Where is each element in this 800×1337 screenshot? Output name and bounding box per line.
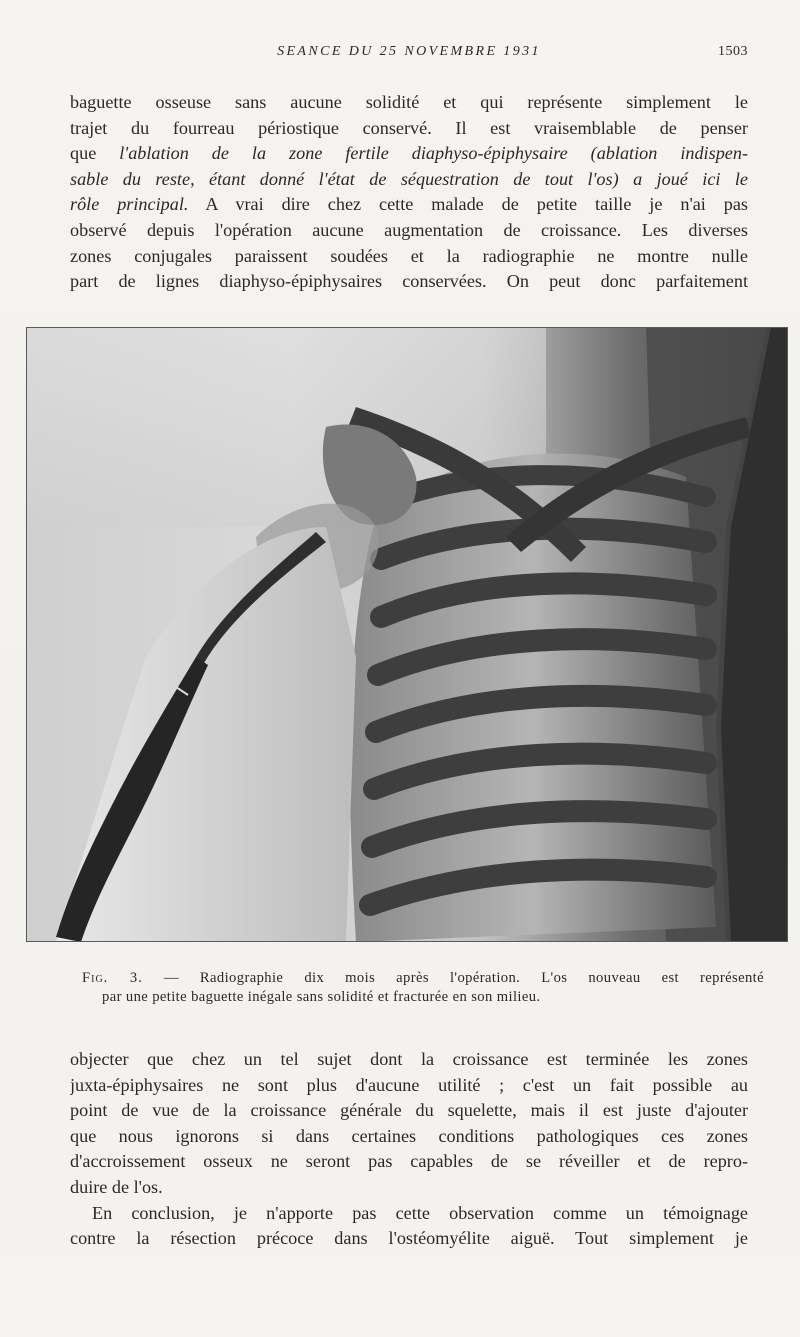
text-line: observé depuis l'opération aucune augmentation de croissance. Les diverses: [70, 219, 748, 240]
text-line: [70, 167, 748, 193]
text-line: [70, 141, 748, 167]
italic-run: sable du reste, étant donné l'état de séquestration de tout l'os) a joué ici le: [70, 168, 748, 189]
figure-caption: [82, 969, 764, 1007]
text-line: En conclusion, je n'apporte pas cette observation comme un témoignage: [92, 1202, 748, 1223]
bottom-paragraphs: [70, 1047, 748, 1252]
figure-label: Fig. 3.: [82, 970, 143, 986]
top-paragraph: [70, 90, 748, 295]
page-number: 1503: [718, 44, 748, 59]
caption-line: [82, 969, 764, 988]
text-line: que nous ignorons si dans certaines conditions pathologiques ces zones: [70, 1125, 748, 1146]
text-line: point de vue de la croissance générale du squelette, mais il est juste d'ajouter: [70, 1100, 748, 1121]
caption-text: — Radiographie dix mois après l'opération. L'os nouveau est représenté: [142, 970, 764, 986]
text-line: juxta-épiphysaires ne sont plus d'aucune utilité ; c'est un fait possible au: [70, 1074, 748, 1095]
text-line: objecter que chez un tel sujet dont la croissance est terminée les zones: [70, 1049, 748, 1069]
italic-run: l'ablation de la zone fertile diaphyso-épiphysaire (ablation indispen-: [119, 143, 748, 164]
text-line: duire de l'os.: [70, 1176, 163, 1197]
italic-run: rôle principal.: [70, 194, 189, 215]
radiograph-image: [26, 327, 788, 942]
running-title: SEANCE DU 25 NOVEMBRE 1931: [277, 44, 541, 59]
text-line: d'accroissement osseux ne seront pas capables de se réveiller et de repro-: [70, 1151, 748, 1172]
text-line: zones conjugales paraissent soudées et la radiographie ne montre nulle: [70, 245, 748, 266]
text-line: [70, 192, 748, 218]
text-line: trajet du fourreau périostique conservé. Il est vraisemblable de penser: [70, 117, 748, 138]
caption-line: par une petite baguette inégale sans solidité et fracturée en son milieu.: [102, 989, 541, 1005]
running-header: [70, 44, 748, 66]
text-line: part de lignes diaphyso-épiphysaires conservées. On peut donc parfaitement: [70, 271, 748, 292]
text-line: baguette osseuse sans aucune solidité et qui représente simplement le: [70, 92, 748, 112]
radiograph-figure: [26, 327, 788, 942]
text-line: contre la résection précoce dans l'ostéomyélite aiguë. Tout simplement je: [70, 1228, 748, 1249]
text-run: que: [70, 143, 120, 164]
text-run: A vrai dire chez cette malade de petite taille je n'ai pas: [188, 194, 748, 215]
